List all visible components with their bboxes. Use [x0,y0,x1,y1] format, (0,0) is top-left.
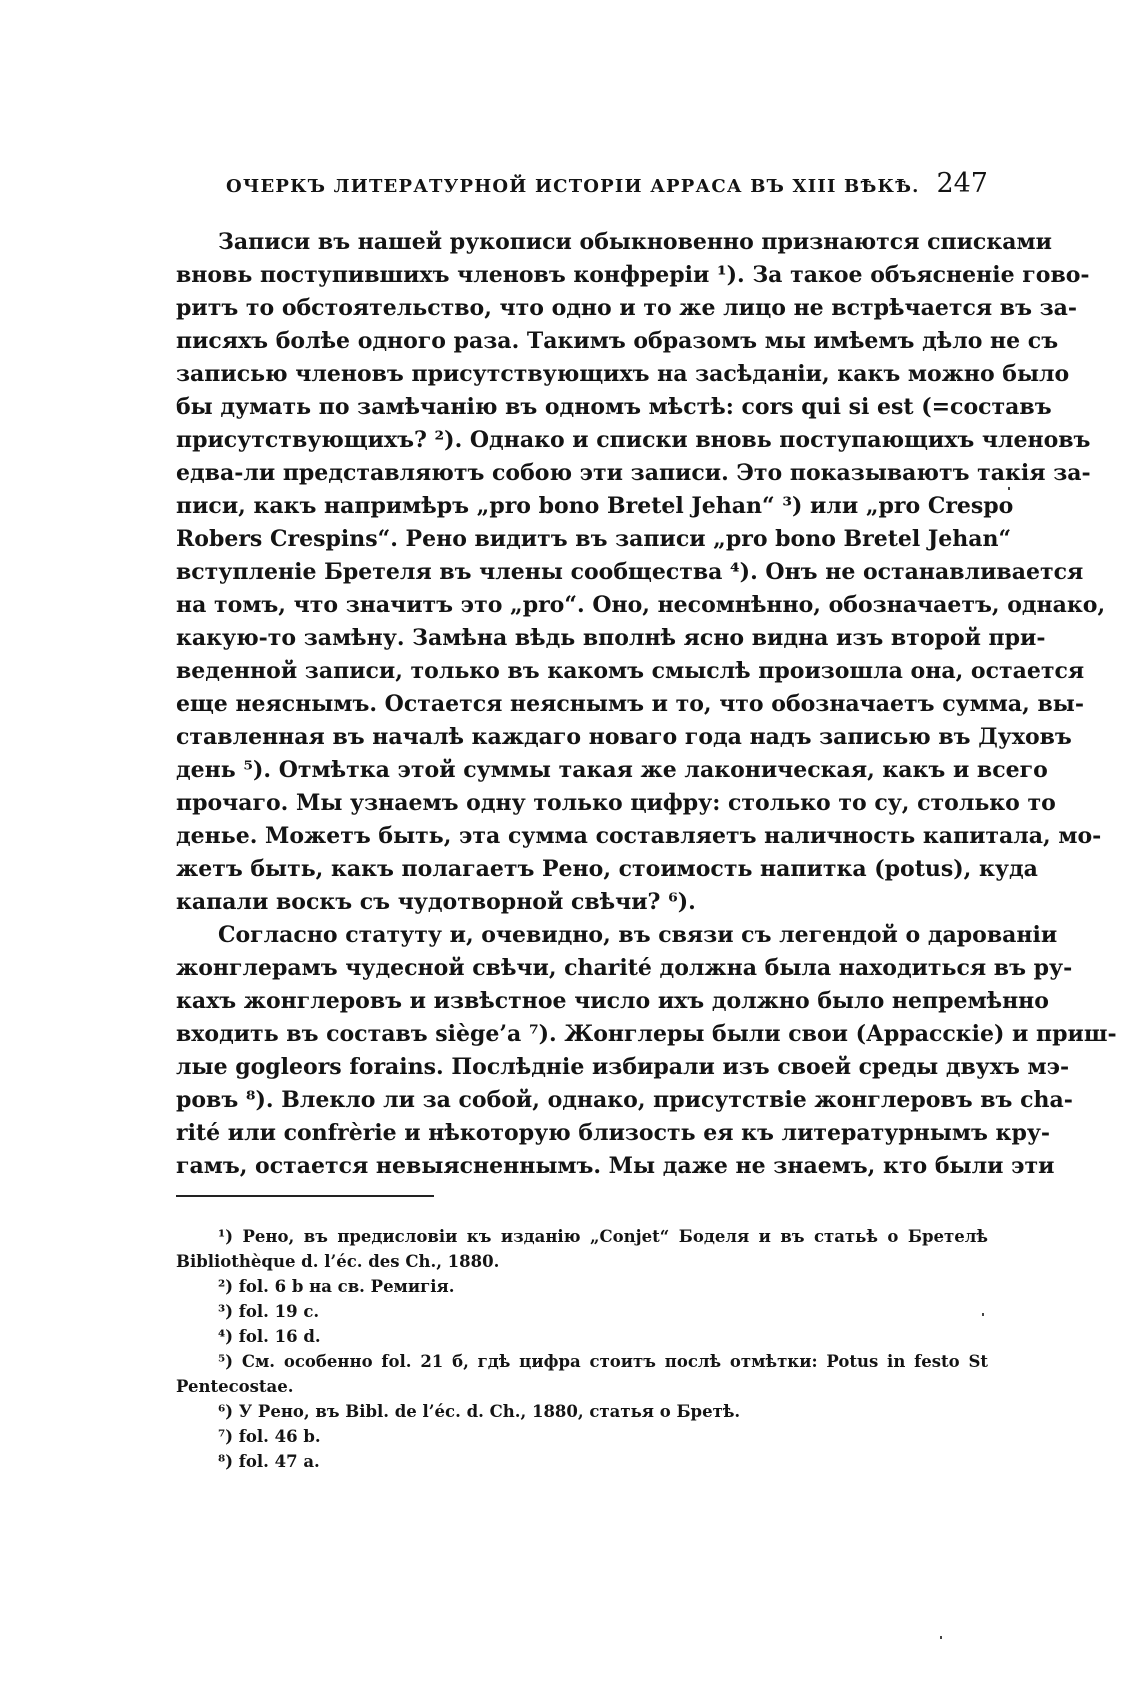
main-text [176,226,1117,1183]
text-line: вступленіе Бретеля въ члены сообщества ⁴). Онъ не останавливается [176,559,1084,585]
footnote-line: Bibliothèque d. l’éc. des Ch., 1880. [176,1252,500,1271]
running-head: ОЧЕРКЪ ЛИТЕРАТУРНОЙ ИСТОРІИ АРРАСА ВЪ XIII ВѢКѢ. [226,176,920,197]
text-line: присутствующихъ? ²). Однако и списки вновь поступающихъ членовъ [176,427,1091,453]
footnote-line: ⁷) fol. 46 b. [218,1427,321,1446]
text-line: Согласно статуту и, очевидно, въ связи съ легендой о дарованіи [218,922,1058,948]
text-line: Robers Crespins“. Рено видитъ въ записи „pro bono Bretel Jehan“ [176,526,1012,552]
text-line: записью членовъ присутствующихъ на засѣданіи, какъ можно было [176,361,1070,387]
text-line: лые gogleors forains. Послѣдніе избирали изъ своей среды двухъ мэ- [176,1054,1070,1080]
text-line: на томъ, что значитъ это „pro“. Оно, несомнѣнно, обозначаетъ, однако, [176,592,1106,618]
text-line: ритъ то обстоятельство, что одно и то же лицо не встрѣчается въ за- [176,295,1078,321]
footnote-line: ³) fol. 19 c. [218,1302,320,1321]
text-line: бы думать по замѣчанію въ одномъ мѣстѣ: cors qui si est (=составъ [176,394,1052,420]
text-line: писи, какъ напримѣръ „pro bono Bretel Jehan“ ³) или „pro Crespo [176,493,1014,519]
text-line: писяхъ болѣе одного раза. Такимъ образомъ мы имѣемъ дѣло не съ [176,328,1059,354]
footnote-line: ¹) Рено, въ предисловіи къ изданію „Conjet“ Боделя и въ статьѣ о Бретелѣ [218,1227,988,1246]
paper-speck [1008,487,1010,490]
footnote-line: ⁴) fol. 16 d. [218,1327,321,1346]
text-line: жонглерамъ чудесной свѣчи, charité должна была находиться въ ру- [176,955,1073,981]
text-line: ровъ ⁸). Влекло ли за собой, однако, присутствіе жонглеровъ въ cha- [176,1087,1073,1113]
text-line: rité или confrèrie и нѣкоторую близость ея къ литературнымъ кру- [176,1120,1051,1146]
text-line: Записи въ нашей рукописи обыкновенно признаются списками [218,229,1052,255]
footnote-line: ⁶) У Рено, въ Bibl. de l’éc. d. Ch., 1880, статья о Бретѣ. [218,1402,741,1421]
paper-speck [940,1636,942,1639]
footnote-line: Pentecostae. [176,1377,294,1396]
footnote-line: ⁵) См. особенно fol. 21 б, гдѣ цифра стоитъ послѣ отмѣтки: Potus in festo St [218,1352,988,1371]
page-number: 247 [936,168,988,199]
text-line: входить въ составъ siège’a ⁷). Жонглеры были свои (Аррасскіе) и приш- [176,1021,1117,1047]
text-line: ставленная въ началѣ каждаго новаго года надъ записью въ Духовъ [176,724,1072,750]
text-line: капали воскъ съ чудотворной свѣчи? ⁶). [176,889,696,915]
text-line: еще неяснымъ. Остается неяснымъ и то, что обозначаетъ сумма, вы- [176,691,1084,717]
text-line: кахъ жонглеровъ и извѣстное число ихъ должно было непремѣнно [176,988,1049,1014]
paper-speck [982,1313,984,1316]
footnote-separator [176,1195,434,1197]
text-line: прочаго. Мы узнаемъ одну только цифру: столько то су, столько то [176,790,1056,816]
text-line: день ⁵). Отмѣтка этой суммы такая же лаконическая, какъ и всего [176,757,1048,783]
text-line: деньe. Можетъ быть, эта сумма составляетъ наличность капитала, мо- [176,823,1102,849]
text-line: гамъ, остается невыясненнымъ. Мы даже не знаемъ, кто были эти [176,1153,1055,1179]
footnote-line: ⁸) fol. 47 a. [218,1452,320,1471]
footnotes [176,1224,988,1474]
text-line: какую-то замѣну. Замѣна вѣдь вполнѣ ясно видна изъ второй при- [176,625,1046,651]
page-header [176,168,988,208]
text-line: жетъ быть, какъ полагаетъ Рено, стоимость напитка (potus), куда [176,856,1038,882]
text-line: веденной записи, только въ какомъ смыслѣ произошла она, остается [176,658,1085,684]
text-line: вновь поступившихъ членовъ конфреріи ¹). За такое объясненіе гово- [176,262,1090,288]
text-line: едва-ли представляютъ собою эти записи. Это показываютъ такія за- [176,460,1091,486]
footnote-line: ²) fol. 6 b на св. Ремигія. [218,1277,455,1296]
